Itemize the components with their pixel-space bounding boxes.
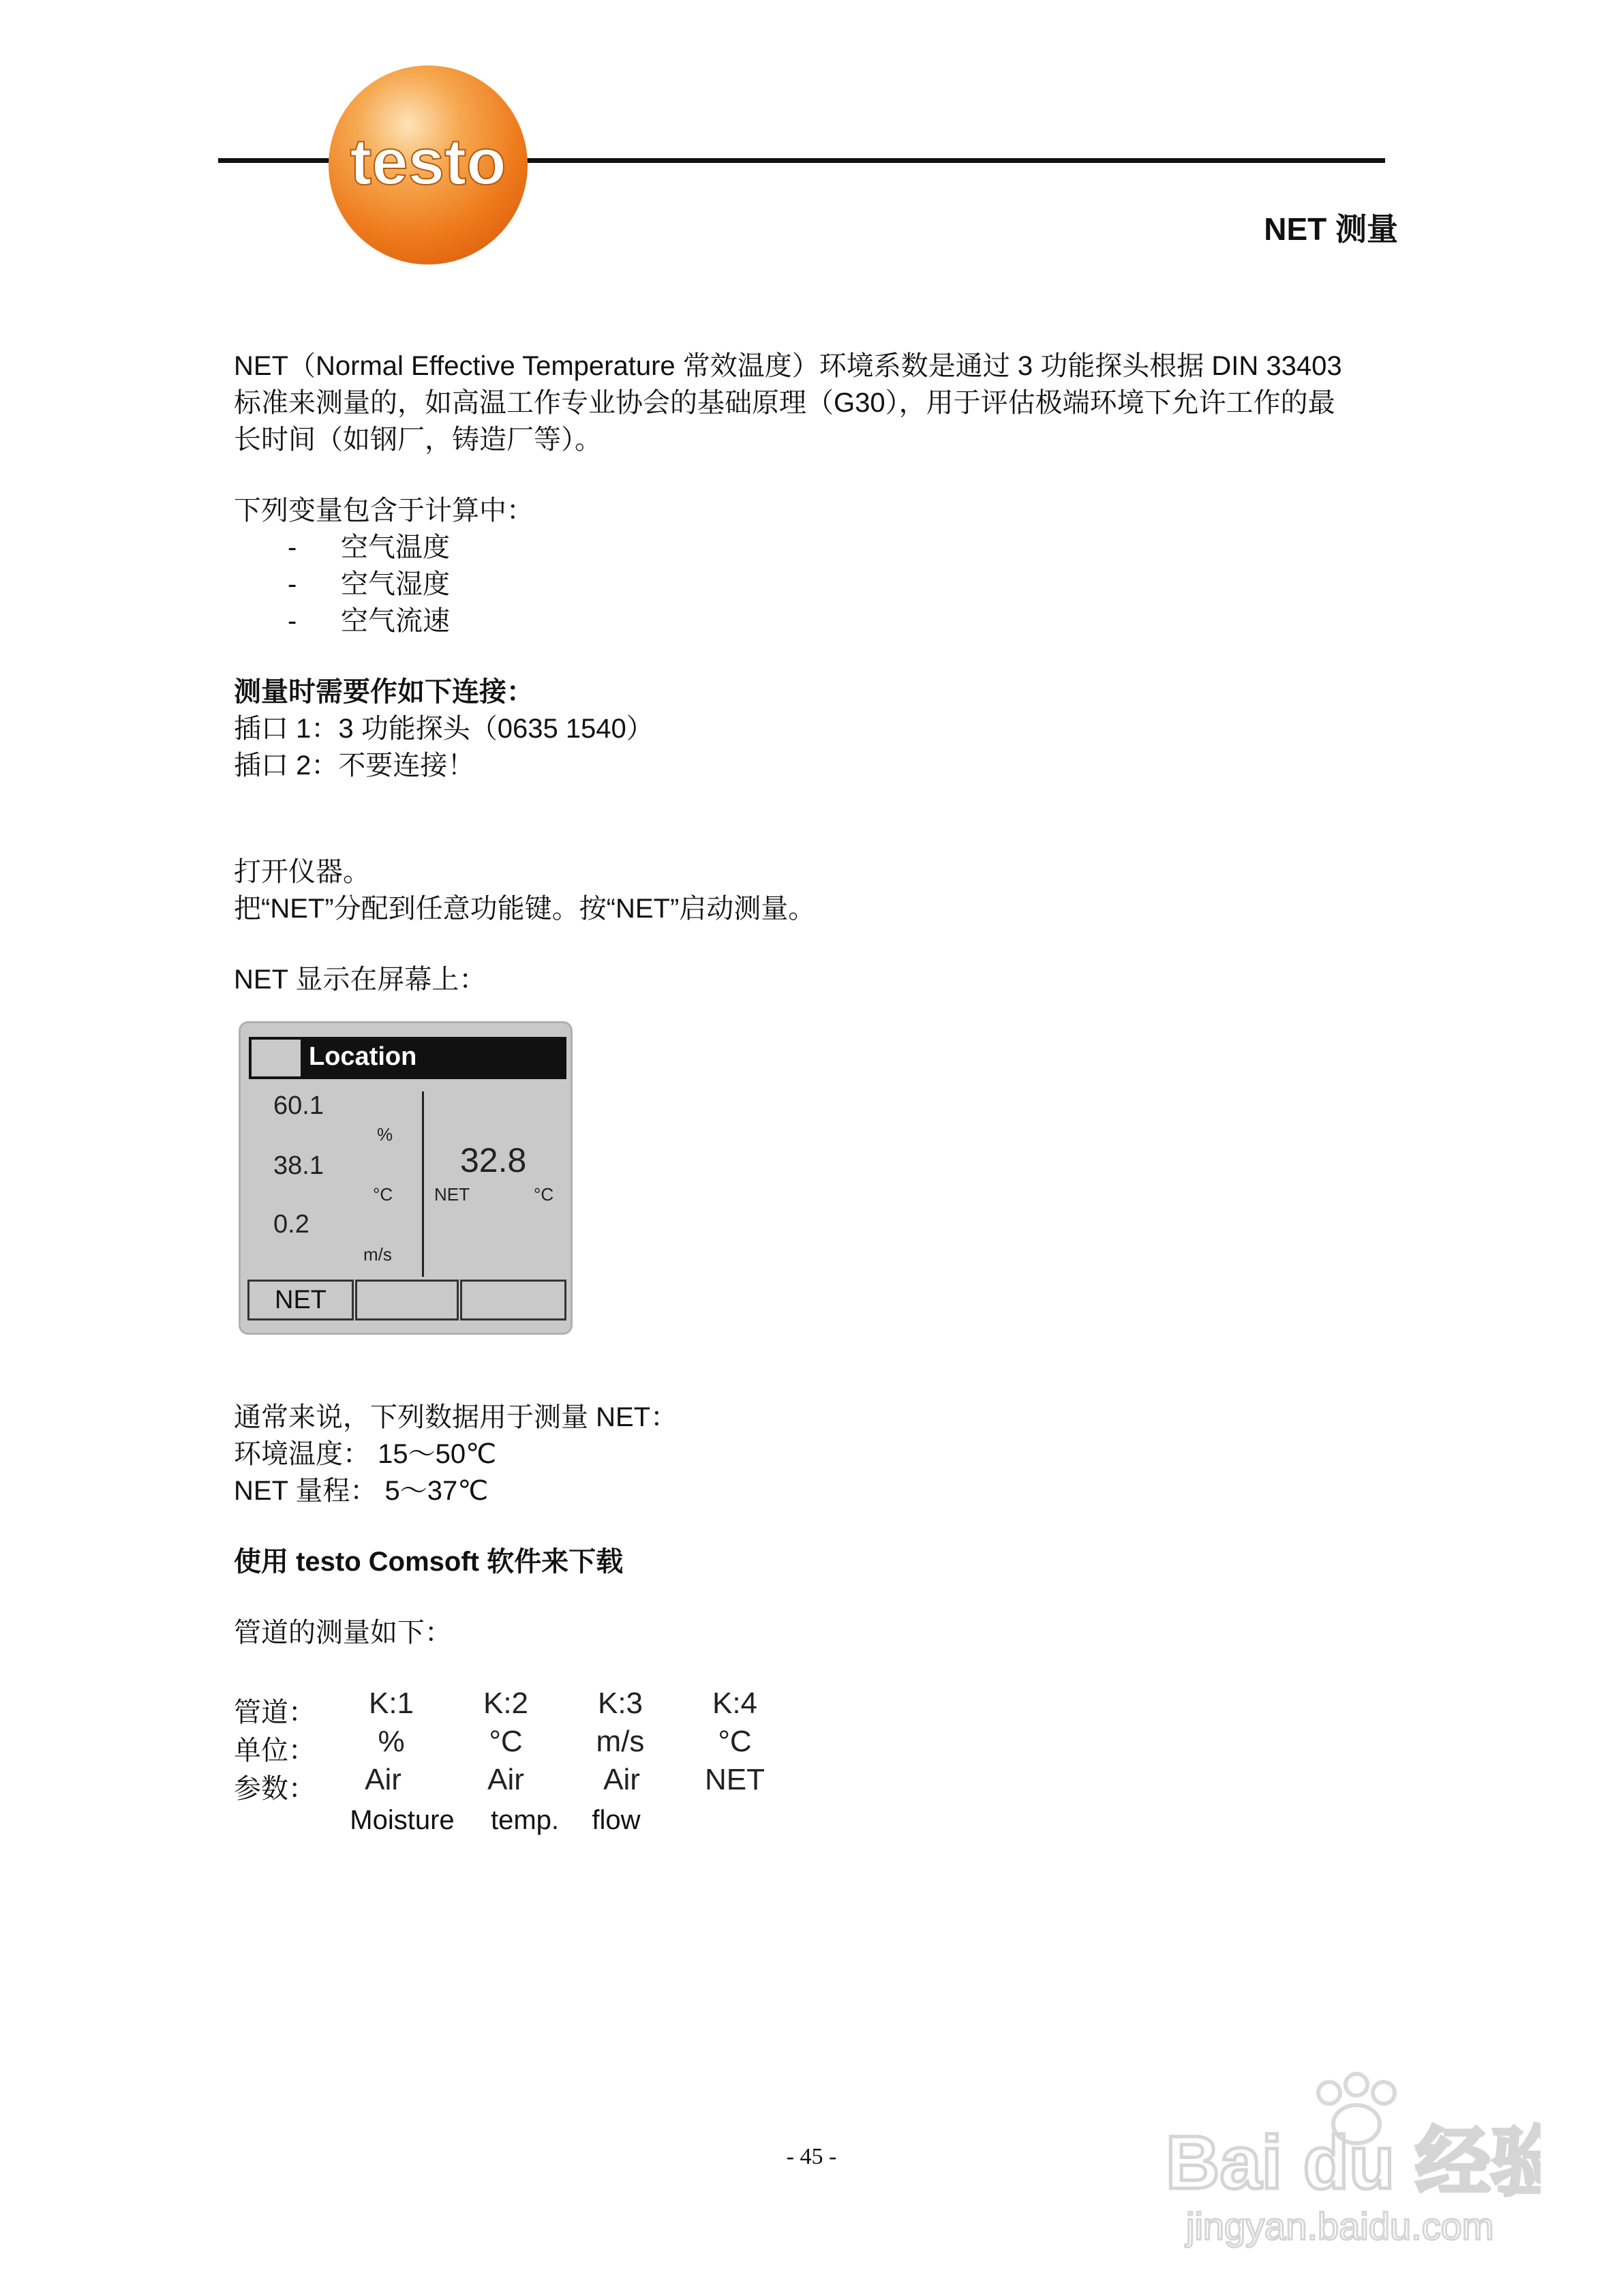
net-main-value: 32.8: [460, 1141, 527, 1179]
param-k2: Air: [487, 1763, 524, 1796]
row-label-channel: 管道：: [234, 1697, 316, 1727]
instruction-line-1: 打开仪器。: [234, 857, 370, 887]
page-number: - 45 -: [786, 2144, 837, 2169]
net-main-unit: °C: [534, 1184, 554, 1205]
softkey-net[interactable]: NET: [247, 1280, 354, 1320]
unit-k3: m/s: [596, 1725, 645, 1758]
param2-k1: Moisture: [350, 1805, 455, 1835]
softkey-2[interactable]: [355, 1280, 459, 1320]
logo-text: testo: [350, 125, 506, 198]
reading-temp-unit: °C: [373, 1184, 393, 1205]
unit-k4: °C: [718, 1725, 752, 1758]
variable-item: - 空气温度: [288, 532, 450, 562]
variable-item: - 空气流速: [288, 606, 450, 636]
watermark-brand: Bai du 经验: [1166, 2121, 1541, 2205]
intro-line-1: NET（Normal Effective Temperature 常效温度）环境系数是通过 3 功能探头根据 DIN 33403: [234, 351, 1342, 381]
net-range: NET 量程： 5～37℃: [234, 1476, 489, 1506]
channel-k2: K:2: [483, 1687, 529, 1720]
reading-temp-value: 38.1: [273, 1151, 324, 1180]
channels-heading: 管道的测量如下：: [234, 1618, 452, 1648]
unit-k2: °C: [489, 1725, 523, 1758]
display-caption: NET 显示在屏幕上：: [234, 965, 487, 995]
testo-logo: [326, 63, 530, 267]
device-divider: [422, 1091, 424, 1277]
param-k4: NET: [705, 1763, 765, 1796]
reading-flow-unit: m/s: [363, 1244, 392, 1265]
ambient-range: 环境温度： 15～50℃: [234, 1439, 497, 1469]
unit-k1: %: [378, 1725, 405, 1758]
device-title: Location: [309, 1042, 417, 1071]
net-main-label: NET: [434, 1184, 470, 1205]
variable-item: - 空气湿度: [288, 569, 450, 599]
softkey-3[interactable]: [460, 1280, 566, 1320]
device-title-bar: [249, 1037, 566, 1079]
ranges-heading: 通常来说，下列数据用于测量 NET：: [234, 1402, 678, 1432]
baidu-watermark: [1159, 2066, 1541, 2256]
device-display: [239, 1021, 573, 1335]
intro-line-2: 标准来测量的，如高温工作专业协会的基础原理（G30），用于评估极端环境下允许工作的最: [234, 388, 1335, 418]
software-note: 使用 testo Comsoft 软件来下载: [234, 1547, 624, 1577]
variables-heading: 下列变量包含于计算中：: [234, 496, 534, 526]
row-label-unit: 单位：: [234, 1736, 316, 1766]
page-title: NET 测量: [1264, 211, 1398, 247]
channel-k4: K:4: [712, 1687, 758, 1720]
reading-flow-value: 0.2: [273, 1210, 309, 1239]
reading-humidity-value: 60.1: [273, 1091, 324, 1120]
param-k1: Air: [365, 1763, 401, 1796]
intro-line-3: 长时间（如钢厂，铸造厂等）。: [234, 425, 602, 455]
connection-heading: 测量时需要作如下连接：: [234, 677, 534, 707]
row-label-param: 参数：: [234, 1774, 316, 1804]
socket-2-text: 插口 2：不要连接！: [234, 751, 475, 781]
param2-k3: flow: [592, 1805, 641, 1835]
param-k3: Air: [603, 1763, 640, 1796]
channel-k3: K:3: [597, 1687, 643, 1720]
reading-humidity-unit: %: [377, 1124, 393, 1145]
channel-k1: K:1: [368, 1687, 414, 1720]
device-title-box: [252, 1040, 301, 1076]
watermark-url: jingyan.baidu.com: [1186, 2205, 1494, 2248]
instruction-line-2: 把“NET”分配到任意功能键。按“NET”启动测量。: [234, 894, 816, 924]
param2-k2: temp.: [490, 1805, 560, 1835]
socket-1-text: 插口 1：3 功能探头（0635 1540）: [234, 714, 654, 744]
